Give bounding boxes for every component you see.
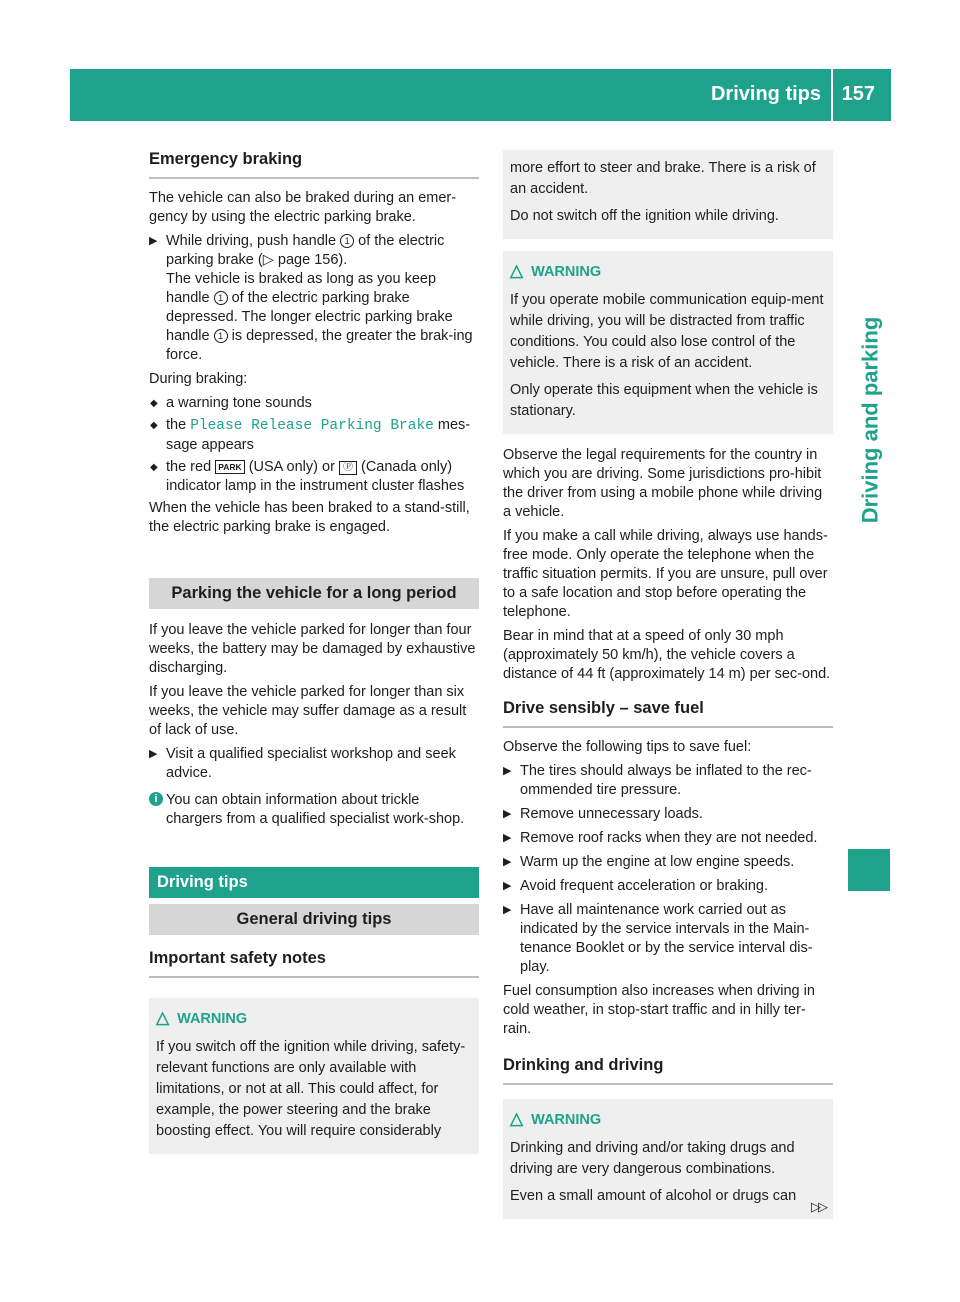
bullet-text: mes-sage appears bbox=[166, 417, 471, 453]
header-divider bbox=[831, 69, 833, 121]
warning-label: WARNING bbox=[531, 264, 602, 280]
step-text: of the electric parking brake ( bbox=[166, 233, 445, 268]
bullet-text: the red bbox=[166, 459, 212, 475]
during-braking-label: During braking: bbox=[149, 371, 248, 387]
warning-label: WARNING bbox=[531, 1112, 602, 1128]
section-title-drinking: Drinking and driving bbox=[503, 1056, 833, 1085]
handle-marker-icon: 1 bbox=[340, 234, 354, 248]
warning-heading bbox=[156, 1008, 472, 1029]
warning-label: WARNING bbox=[177, 1011, 248, 1027]
fuel-step: ▶ Remove roof racks when they are not needed. bbox=[503, 829, 833, 848]
warning-text: If you operate mobile communication equip-ment while driving, you will be distracted from traffic conditions. You could also lose control of the vehicle. There is a risk of an accident. bbox=[510, 292, 824, 371]
list-item bbox=[149, 458, 479, 496]
emergency-outro: When the vehicle has been braked to a stand-still, the electric parking brake is engaged. bbox=[149, 500, 470, 535]
display-message: Please Release Parking Brake bbox=[190, 418, 434, 434]
warning-text: more effort to steer and brake. There is a risk of an accident. bbox=[510, 160, 816, 197]
legal-p1: Observe the legal requirements for the country in which you are driving. Some jurisdictions pro-hibit the driver from using a mobile phone while driving a vehicle. bbox=[503, 447, 823, 520]
section-title-fuel: Drive sensibly – save fuel bbox=[503, 699, 833, 728]
page-ref-link[interactable]: page 156). bbox=[277, 252, 348, 268]
warning-text: Do not switch off the ignition while driving. bbox=[510, 208, 779, 224]
side-tab-marker bbox=[848, 849, 890, 891]
section-title-safety: Important safety notes bbox=[149, 949, 479, 978]
bullet-text: the bbox=[166, 417, 187, 433]
warning-box-continued bbox=[503, 150, 833, 239]
bullet-text: (Canada only) indicator lamp in the instrument cluster flashes bbox=[166, 459, 465, 494]
warning-triangle-icon: △ bbox=[510, 261, 524, 280]
fuel-step: ▶ Have all maintenance work carried out as indicated by the service intervals in the Main-tenance Booklet or by the service interval dis-play. bbox=[503, 901, 833, 977]
warning-triangle-icon: △ bbox=[156, 1008, 170, 1027]
bullet-text: a warning tone sounds bbox=[166, 395, 312, 411]
emergency-step bbox=[149, 232, 479, 365]
section-title-general: General driving tips bbox=[149, 904, 479, 935]
section-title-driving-tips: Driving tips bbox=[149, 867, 479, 898]
warning-heading bbox=[510, 1109, 826, 1130]
list-item bbox=[149, 416, 479, 455]
info-icon: i bbox=[149, 792, 163, 806]
warning-text: Only operate this equipment when the vehicle is stationary. bbox=[510, 382, 818, 419]
left-column bbox=[149, 150, 479, 1166]
step-text: of the electric parking brake depressed. The longer electric parking brake handle bbox=[166, 290, 453, 344]
handle-marker-icon: 1 bbox=[214, 291, 228, 305]
info-note bbox=[149, 791, 479, 829]
info-text: You can obtain information about trickle chargers from a qualified specialist work-shop. bbox=[166, 792, 465, 827]
step-text: is depressed, the greater the brak-ing force. bbox=[166, 328, 473, 363]
header-title: Driving tips bbox=[710, 83, 821, 105]
fuel-step: ▶ The tires should always be inflated to the rec-ommended tire pressure. bbox=[503, 762, 833, 800]
list-item bbox=[149, 394, 479, 413]
bullet-text: (USA only) or bbox=[248, 459, 335, 475]
warning-box bbox=[503, 251, 833, 434]
fuel-step: ▶ Remove unnecessary loads. bbox=[503, 805, 833, 824]
warning-text: Even a small amount of alcohol or drugs can bbox=[510, 1188, 797, 1204]
fuel-step: ▶ Warm up the engine at low engine speeds. bbox=[503, 853, 833, 872]
right-column bbox=[503, 150, 833, 1231]
warning-text: Drinking and driving and/or taking drugs and driving are very dangerous combinations. bbox=[510, 1140, 795, 1177]
page-number: 157 bbox=[841, 83, 875, 105]
parking-brake-indicator-icon: Ⓟ bbox=[339, 461, 357, 475]
continue-arrows-icon: ▷▷ bbox=[811, 1199, 825, 1214]
warning-box bbox=[503, 1099, 833, 1219]
park-indicator-icon: PARK bbox=[215, 460, 244, 474]
page-ref-arrow-icon: ▷ bbox=[262, 252, 274, 268]
emergency-intro: The vehicle can also be braked during an emer-gency by using the electric parking brake. bbox=[149, 190, 457, 225]
long-period-p2: If you leave the vehicle parked for longer than six weeks, the vehicle may suffer damage as a result of lack of use. bbox=[149, 684, 467, 738]
long-period-step: ▶ Visit a qualified specialist workshop and seek advice. bbox=[149, 745, 479, 783]
warning-box bbox=[149, 998, 479, 1154]
step-text: While driving, push handle bbox=[166, 233, 337, 249]
section-title-long-period: Parking the vehicle for a long period bbox=[149, 578, 479, 609]
fuel-intro: Observe the following tips to save fuel: bbox=[503, 739, 752, 755]
fuel-outro: Fuel consumption also increases when driving in cold weather, in stop-start traffic and in hilly ter-rain. bbox=[503, 983, 815, 1037]
side-tab-label: Driving and parking bbox=[857, 316, 883, 524]
handle-marker-icon: 1 bbox=[214, 329, 228, 343]
page-header bbox=[70, 69, 891, 121]
section-title-emergency: Emergency braking bbox=[149, 150, 479, 179]
warning-heading bbox=[510, 261, 826, 282]
legal-p3: Bear in mind that at a speed of only 30 mph (approximately 50 km/h), the vehicle covers a distance of 44 ft (approximately 14 m) per sec-ond. bbox=[503, 628, 831, 682]
step-text: The vehicle is braked as long as you keep handle bbox=[166, 271, 437, 306]
long-period-p1: If you leave the vehicle parked for longer than four weeks, the battery may be damaged by exhaustive discharging. bbox=[149, 622, 476, 676]
warning-text: If you switch off the ignition while driving, safety-relevant functions are only available with limitations, or not at all. This could affect, for example, the power steering and the brake boosting effect. You will require considerably bbox=[156, 1039, 466, 1139]
warning-triangle-icon: △ bbox=[510, 1109, 524, 1128]
legal-p2: If you make a call while driving, always use hands-free mode. Only operate the telephone when the traffic situation permits. If you are unsure, pull over to a safe location and stop before operating the telephone. bbox=[503, 528, 828, 620]
fuel-step: ▶ Avoid frequent acceleration or braking. bbox=[503, 877, 833, 896]
